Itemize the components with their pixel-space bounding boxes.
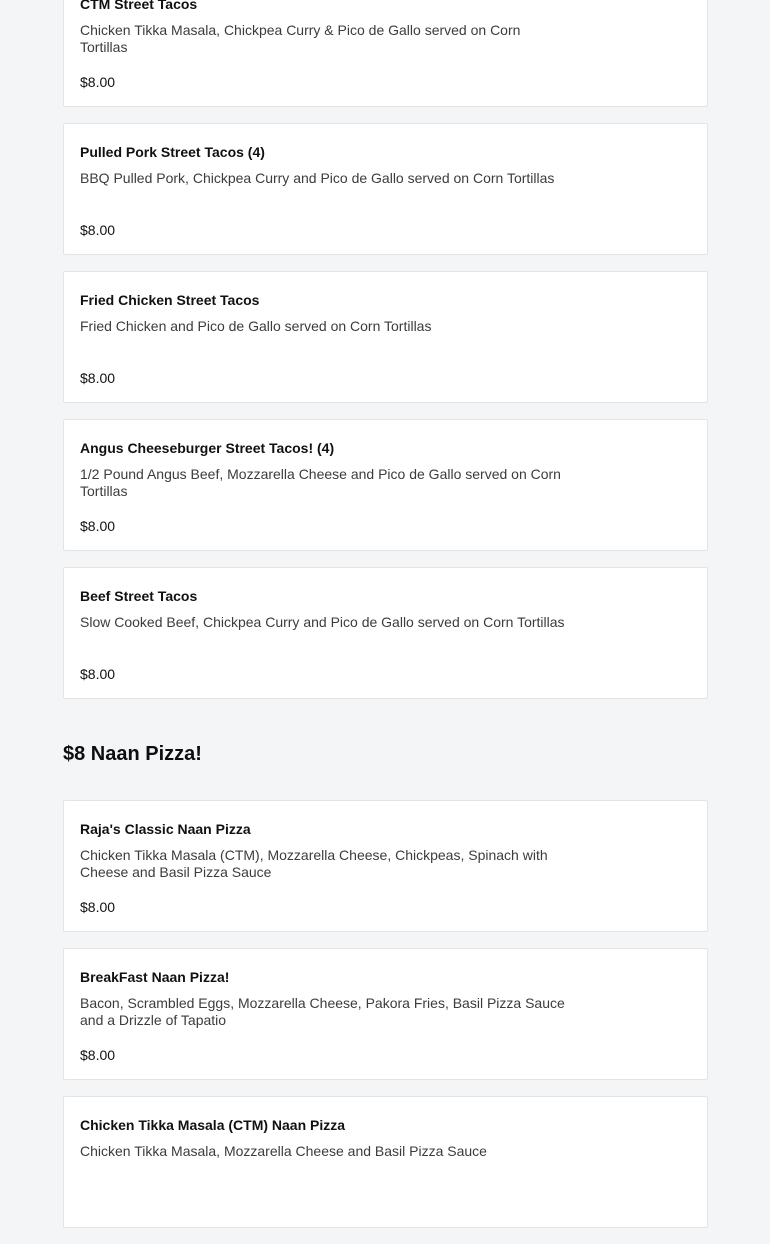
menu-item-description: Fried Chicken and Pico de Gallo served on Corn Tortillas <box>80 318 432 334</box>
menu-item-name: Angus Cheeseburger Street Tacos! (4) <box>80 440 335 456</box>
menu-item-price: $8.00 <box>80 899 116 915</box>
menu-item-description: Chicken Tikka Masala, Mozzarella Cheese and Basil Pizza Sauce <box>80 1143 487 1159</box>
menu-item-card[interactable] <box>63 567 708 699</box>
menu-item-description: ⁣⁣⁣Chicken Tikka Masala, Chickpea Curry & Pico de Gallo served on Corn Tortillas <box>80 22 521 55</box>
menu-item-price: $8.00 <box>80 370 116 386</box>
menu-item-price: $8.00 <box>80 222 116 238</box>
menu-item-name: CTM Street Tacos <box>80 0 198 12</box>
menu-list <box>63 0 708 1244</box>
menu-item-price: $8.00 <box>80 1047 116 1063</box>
menu-item-name: Chicken Tikka Masala (CTM) Naan Pizza <box>80 1117 346 1133</box>
section-title: $8 Naan Pizza! <box>63 743 202 765</box>
menu-item-card[interactable] <box>63 948 708 1080</box>
menu-item-card[interactable] <box>63 123 708 255</box>
menu-item-card[interactable] <box>63 800 708 932</box>
menu-item-description: BBQ Pulled Pork, Chickpea Curry and Pico de Gallo served on Corn Tortillas <box>80 170 555 186</box>
menu-item-card[interactable] <box>63 0 708 107</box>
menu-item-price: $8.00 <box>80 74 116 90</box>
menu-item-card[interactable] <box>63 419 708 551</box>
menu-item-price: $8.00 <box>80 518 116 534</box>
menu-item-name: Raja's Classic Naan Pizza <box>80 821 251 837</box>
menu-item-price: $8.00 <box>80 666 116 682</box>
menu-item-description: Slow Cooked Beef, Chickpea Curry and Pico de Gallo served on Corn Tortillas <box>80 614 565 630</box>
menu-item-card[interactable] <box>63 271 708 403</box>
menu-item-name: Pulled Pork Street Tacos (4) <box>80 144 265 160</box>
menu-item-name: BreakFast Naan Pizza! <box>80 969 230 985</box>
menu-item-card[interactable] <box>63 1096 708 1228</box>
menu-item-description: Bacon, Scrambled Eggs, Mozzarella Cheese, Pakora Fries, Basil Pizza Sauce and a Drizzle of Tapatio <box>80 995 565 1028</box>
menu-item-description: Chicken Tikka Masala (CTM), Mozzarella Cheese, Chickpeas, Spinach with Cheese and Basil Pizza Sauce <box>80 847 548 880</box>
menu-item-description: 1/2 Pound Angus Beef, Mozzarella Cheese and Pico de Gallo served on Corn Tortillas <box>80 466 561 499</box>
menu-item-name: Fried Chicken Street Tacos <box>80 292 260 308</box>
menu-item-name: Beef Street Tacos <box>80 588 198 604</box>
